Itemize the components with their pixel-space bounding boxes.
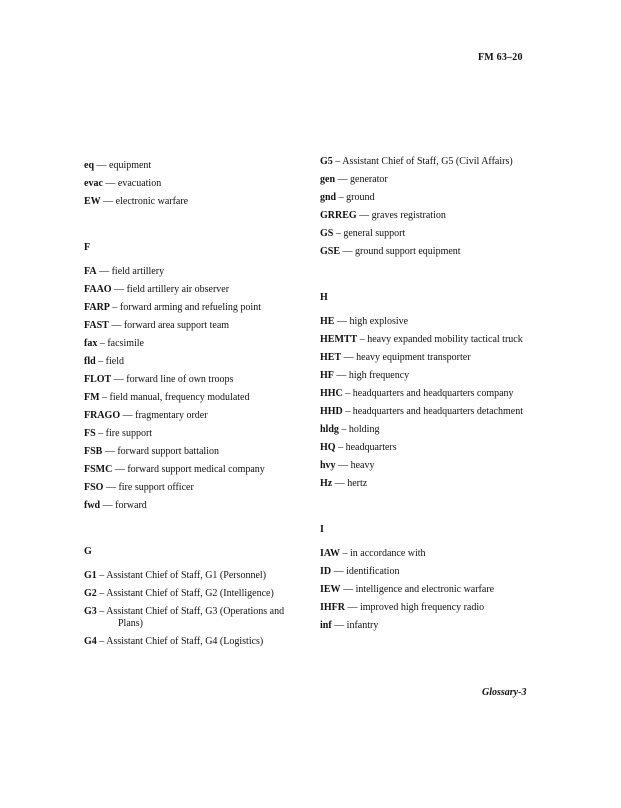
glossary-separator: – (333, 228, 344, 239)
glossary-separator: – (332, 156, 343, 167)
glossary-term: G4 (84, 636, 97, 647)
right-column (320, 156, 545, 638)
glossary-entry (84, 446, 309, 458)
glossary-separator: — (102, 178, 118, 189)
glossary-separator: — (102, 446, 118, 457)
glossary-entry (320, 620, 545, 632)
glossary-definition: high explosive (349, 316, 409, 327)
glossary-entry (320, 424, 545, 436)
glossary-term: hvy (320, 460, 336, 471)
glossary-entry (84, 320, 309, 332)
glossary-separator: — (340, 246, 356, 257)
glossary-entry (320, 316, 545, 328)
glossary-term: HEMTT (320, 334, 358, 345)
glossary-definition: ground support equipment (355, 246, 461, 257)
glossary-separator: — (335, 460, 351, 471)
glossary-definition: forward (115, 500, 147, 511)
glossary-term: fax (84, 338, 98, 349)
glossary-definition: holding (348, 424, 380, 435)
glossary-entry (84, 500, 309, 512)
glossary-definition: equipment (109, 160, 152, 171)
glossary-separator: – (336, 192, 347, 203)
glossary-separator: — (120, 410, 136, 421)
glossary-definition: fire support officer (118, 482, 194, 493)
glossary-definition: field manual, frequency modulated (109, 392, 250, 403)
glossary-term: FAAO (84, 284, 112, 295)
glossary-entry (320, 460, 545, 472)
glossary-term: G2 (84, 588, 97, 599)
glossary-term: HE (320, 316, 335, 327)
glossary-definition: forward support medical company (127, 464, 265, 475)
glossary-separator: — (335, 174, 350, 185)
glossary-separator: – (338, 424, 349, 435)
glossary-term: ID (320, 566, 332, 577)
glossary-group-g-right (320, 156, 545, 258)
glossary-definition: heavy (350, 460, 375, 471)
glossary-term: IHFR (320, 602, 345, 613)
glossary-term: FM (84, 392, 100, 403)
left-column (84, 160, 309, 654)
glossary-term: FS (84, 428, 96, 439)
glossary-term: hldg (320, 424, 339, 435)
glossary-definition: headquarters and headquarters detachment (352, 406, 523, 417)
glossary-entry (320, 548, 545, 560)
glossary-separator: — (331, 566, 347, 577)
glossary-entry (84, 588, 309, 600)
glossary-definition: Assistant Chief of Staff, G1 (Personnel) (106, 570, 267, 581)
glossary-definition: headquarters and headquarters company (352, 388, 514, 399)
glossary-definition: graves registration (371, 210, 446, 221)
glossary-term: HHC (320, 388, 343, 399)
glossary-term: gen (320, 174, 335, 185)
glossary-definition: identification (346, 566, 400, 577)
glossary-term: FSO (84, 482, 104, 493)
glossary-definition: hertz (347, 478, 368, 489)
glossary-separator: — (112, 464, 128, 475)
glossary-entry (320, 442, 545, 454)
glossary-entry (84, 338, 309, 350)
glossary-entry (320, 174, 545, 186)
glossary-definition: field artillery air observer (126, 284, 230, 295)
glossary-separator: — (96, 266, 112, 277)
glossary-entry (84, 428, 309, 440)
glossary-separator: — (100, 196, 116, 207)
glossary-term: G1 (84, 570, 97, 581)
glossary-entry (84, 374, 309, 386)
glossary-entry (320, 388, 545, 400)
glossary-term: Hz (320, 478, 333, 489)
glossary-entry (84, 410, 309, 422)
glossary-term: FSMC (84, 464, 113, 475)
glossary-definition: ground (346, 192, 375, 203)
glossary-separator: — (332, 478, 348, 489)
glossary-separator: — (340, 584, 356, 595)
glossary-entry (84, 266, 309, 278)
section-letter-f: F (84, 242, 91, 253)
glossary-separator: — (108, 320, 124, 331)
glossary-term: FSB (84, 446, 103, 457)
glossary-definition: forward line of own troops (126, 374, 234, 385)
glossary-separator: — (111, 284, 127, 295)
glossary-separator: – (99, 392, 110, 403)
glossary-entry (320, 478, 545, 490)
glossary-term: HET (320, 352, 342, 363)
glossary-entry (84, 464, 309, 476)
glossary-separator: – (96, 636, 107, 647)
glossary-entry (84, 284, 309, 296)
glossary-definition: in accordance with (350, 548, 426, 559)
section-letter-i: I (320, 524, 324, 535)
glossary-term: fwd (84, 500, 101, 511)
glossary-group-f (84, 266, 309, 512)
glossary-definition: fire support (105, 428, 153, 439)
glossary-entry (84, 178, 309, 190)
glossary-definition: Assistant Chief of Staff, G2 (Intelligence) (106, 588, 274, 599)
glossary-separator: – (342, 388, 353, 399)
glossary-separator: — (103, 482, 119, 493)
glossary-definition: generator (350, 174, 388, 185)
glossary-separator: — (111, 374, 127, 385)
glossary-separator: — (331, 620, 347, 631)
glossary-separator: — (333, 370, 349, 381)
glossary-separator: – (96, 588, 107, 599)
glossary-term: IEW (320, 584, 341, 595)
glossary-entry (84, 606, 309, 630)
glossary-term: eq (84, 160, 94, 171)
glossary-entry (320, 370, 545, 382)
glossary-term: FA (84, 266, 97, 277)
glossary-definition: improved high frequency radio (360, 602, 485, 613)
glossary-separator: — (94, 160, 109, 171)
glossary-entry (320, 156, 545, 168)
glossary-term: HQ (320, 442, 336, 453)
glossary-entry (84, 636, 309, 648)
glossary-definition: high frequency (348, 370, 410, 381)
glossary-separator: — (334, 316, 350, 327)
glossary-separator: — (100, 500, 116, 511)
glossary-term: FAST (84, 320, 109, 331)
glossary-definition: heavy expanded mobility tactical truck (367, 334, 523, 345)
glossary-separator: — (356, 210, 372, 221)
glossary-definition: headquarters (345, 442, 397, 453)
glossary-term: G3 (84, 606, 97, 617)
glossary-definition: electronic warfare (115, 196, 189, 207)
glossary-separator: — (345, 602, 360, 613)
glossary-group-e (84, 160, 309, 208)
glossary-entry (84, 356, 309, 368)
glossary-term: GRREG (320, 210, 357, 221)
glossary-entry (84, 482, 309, 494)
glossary-term: HF (320, 370, 334, 381)
glossary-term: EW (84, 196, 101, 207)
glossary-group-i (320, 548, 545, 632)
glossary-definition: field (105, 356, 124, 367)
glossary-entry (320, 334, 545, 346)
glossary-term: evac (84, 178, 103, 189)
section-letter-h: H (320, 292, 328, 303)
glossary-entry (320, 584, 545, 596)
glossary-definition: forward support battalion (117, 446, 219, 457)
glossary-separator: – (97, 338, 108, 349)
glossary-entry (320, 210, 545, 222)
glossary-entry (320, 602, 545, 614)
glossary-definition: Assistant Chief of Staff, G3 (Operations and Plans) (106, 606, 285, 629)
glossary-entry (320, 192, 545, 204)
glossary-definition: Assistant Chief of Staff, G4 (Logistics) (106, 636, 264, 647)
glossary-term: FLOT (84, 374, 112, 385)
page-footer: Glossary-3 (482, 687, 527, 698)
glossary-definition: facsimile (107, 338, 144, 349)
glossary-definition: field artillery (111, 266, 165, 277)
glossary-separator: – (357, 334, 368, 345)
glossary-separator: – (340, 548, 351, 559)
glossary-separator: – (109, 302, 120, 313)
glossary-definition: heavy equipment transporter (356, 352, 471, 363)
glossary-definition: fragmentary order (135, 410, 208, 421)
glossary-term: gnd (320, 192, 337, 203)
glossary-separator: – (96, 606, 107, 617)
glossary-separator: – (342, 406, 353, 417)
glossary-entry (84, 570, 309, 582)
glossary-definition: evacuation (117, 178, 162, 189)
glossary-separator: — (341, 352, 357, 363)
glossary-term: FRAGO (84, 410, 121, 421)
glossary-definition: Assistant Chief of Staff, G5 (Civil Affairs) (342, 156, 513, 167)
glossary-term: fld (84, 356, 96, 367)
glossary-term: inf (320, 620, 332, 631)
glossary-definition: intelligence and electronic warfare (355, 584, 495, 595)
glossary-entry (84, 392, 309, 404)
glossary-term: HHD (320, 406, 343, 417)
glossary-entry (84, 160, 309, 172)
glossary-definition: forward area support team (123, 320, 230, 331)
glossary-term: FARP (84, 302, 110, 313)
section-letter-g: G (84, 546, 92, 557)
glossary-term: GSE (320, 246, 341, 257)
glossary-entry (84, 196, 309, 208)
glossary-group-h (320, 316, 545, 490)
glossary-entry (320, 228, 545, 240)
glossary-group-g-left (84, 570, 309, 648)
glossary-entry (320, 566, 545, 578)
glossary-term: GS (320, 228, 334, 239)
glossary-entry (84, 302, 309, 314)
glossary-entry (320, 246, 545, 258)
glossary-term: G5 (320, 156, 333, 167)
glossary-definition: general support (343, 228, 406, 239)
glossary-definition: forward arming and refueling point (119, 302, 261, 313)
page-header: FM 63–20 (478, 52, 523, 63)
glossary-entry (320, 352, 545, 364)
glossary-term: IAW (320, 548, 341, 559)
glossary-entry (320, 406, 545, 418)
glossary-separator: – (96, 570, 107, 581)
glossary-separator: – (95, 428, 106, 439)
glossary-definition: infantry (346, 620, 379, 631)
glossary-separator: – (335, 442, 346, 453)
glossary-separator: – (95, 356, 106, 367)
